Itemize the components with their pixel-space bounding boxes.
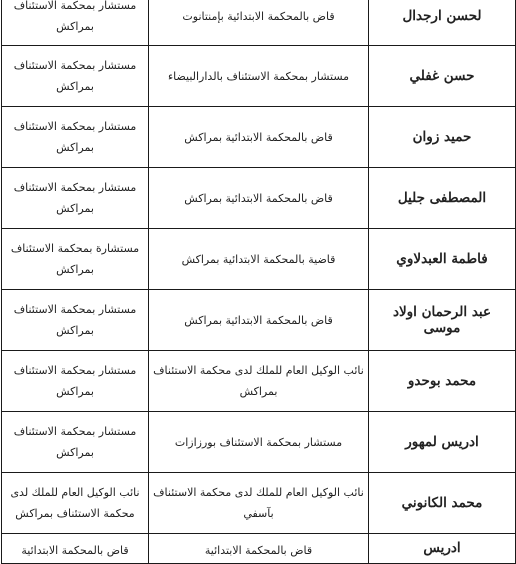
- new-post-cell: مستشار بمحكمة الاستئناف بمراكش: [2, 46, 149, 107]
- previous-post-cell: قاضية بالمحكمة الابتدائية بمراكش: [149, 229, 369, 290]
- judge-name-cell: المصطفى جليل: [369, 168, 516, 229]
- new-post-cell: مستشار بمحكمة الاستئناف بمراكش: [2, 351, 149, 412]
- table-row: [2, 290, 516, 351]
- new-post-cell: قاض بالمحكمة الابتدائية: [2, 534, 149, 564]
- judge-name-cell: فاطمة العبدلاوي: [369, 229, 516, 290]
- judge-name-cell: ادريس لمهور: [369, 412, 516, 473]
- new-post-cell: مستشار بمحكمة الاستئناف بمراكش: [2, 290, 149, 351]
- judge-name-cell: حسن غفلي: [369, 46, 516, 107]
- judge-name-cell: عبد الرحمان اولاد موسى: [369, 290, 516, 351]
- new-post-cell: نائب الوكيل العام للملك لدى محكمة الاستئناف بمراكش: [2, 473, 149, 534]
- table-row: [2, 412, 516, 473]
- new-post-cell: مستشارة بمحكمة الاستئناف بمراكش: [2, 229, 149, 290]
- previous-post-cell: مستشار بمحكمة الاستئناف بالدارالبيضاء: [149, 46, 369, 107]
- judge-name-cell: محمد الكانوني: [369, 473, 516, 534]
- new-post-cell: مستشار بمحكمة الاستئناف بمراكش: [2, 0, 149, 46]
- previous-post-cell: نائب الوكيل العام للملك لدى محكمة الاستئناف بآسفي: [149, 473, 369, 534]
- previous-post-cell: قاض بالمحكمة الابتدائية: [149, 534, 369, 564]
- table-row: [2, 46, 516, 107]
- judge-name-cell: ادريس: [369, 534, 516, 564]
- new-post-cell: مستشار بمحكمة الاستئناف بمراكش: [2, 412, 149, 473]
- previous-post-cell: قاض بالمحكمة الابتدائية بمراكش: [149, 290, 369, 351]
- judge-name-cell: محمد بوحدو: [369, 351, 516, 412]
- previous-post-cell: قاض بالمحكمة الابتدائية بمراكش: [149, 107, 369, 168]
- table-row-partial: [2, 534, 516, 564]
- new-post-cell: مستشار بمحكمة الاستئناف بمراكش: [2, 107, 149, 168]
- appointments-table: [1, 0, 516, 564]
- previous-post-cell: نائب الوكيل العام للملك لدى محكمة الاستئناف بمراكش: [149, 351, 369, 412]
- table-row: [2, 107, 516, 168]
- judge-name-cell: حميد زوان: [369, 107, 516, 168]
- previous-post-cell: قاض بالمحكمة الابتدائية بمراكش: [149, 168, 369, 229]
- table-row: [2, 0, 516, 46]
- table-row: [2, 229, 516, 290]
- appointments-table-body: [2, 0, 516, 564]
- table-row: [2, 473, 516, 534]
- table-row: [2, 168, 516, 229]
- previous-post-cell: قاض بالمحكمة الابتدائية بإمنتانوت: [149, 0, 369, 46]
- table-row: [2, 351, 516, 412]
- previous-post-cell: مستشار بمحكمة الاستئناف بورزازات: [149, 412, 369, 473]
- new-post-cell: مستشار بمحكمة الاستئناف بمراكش: [2, 168, 149, 229]
- judge-name-cell: لحسن ارجدال: [369, 0, 516, 46]
